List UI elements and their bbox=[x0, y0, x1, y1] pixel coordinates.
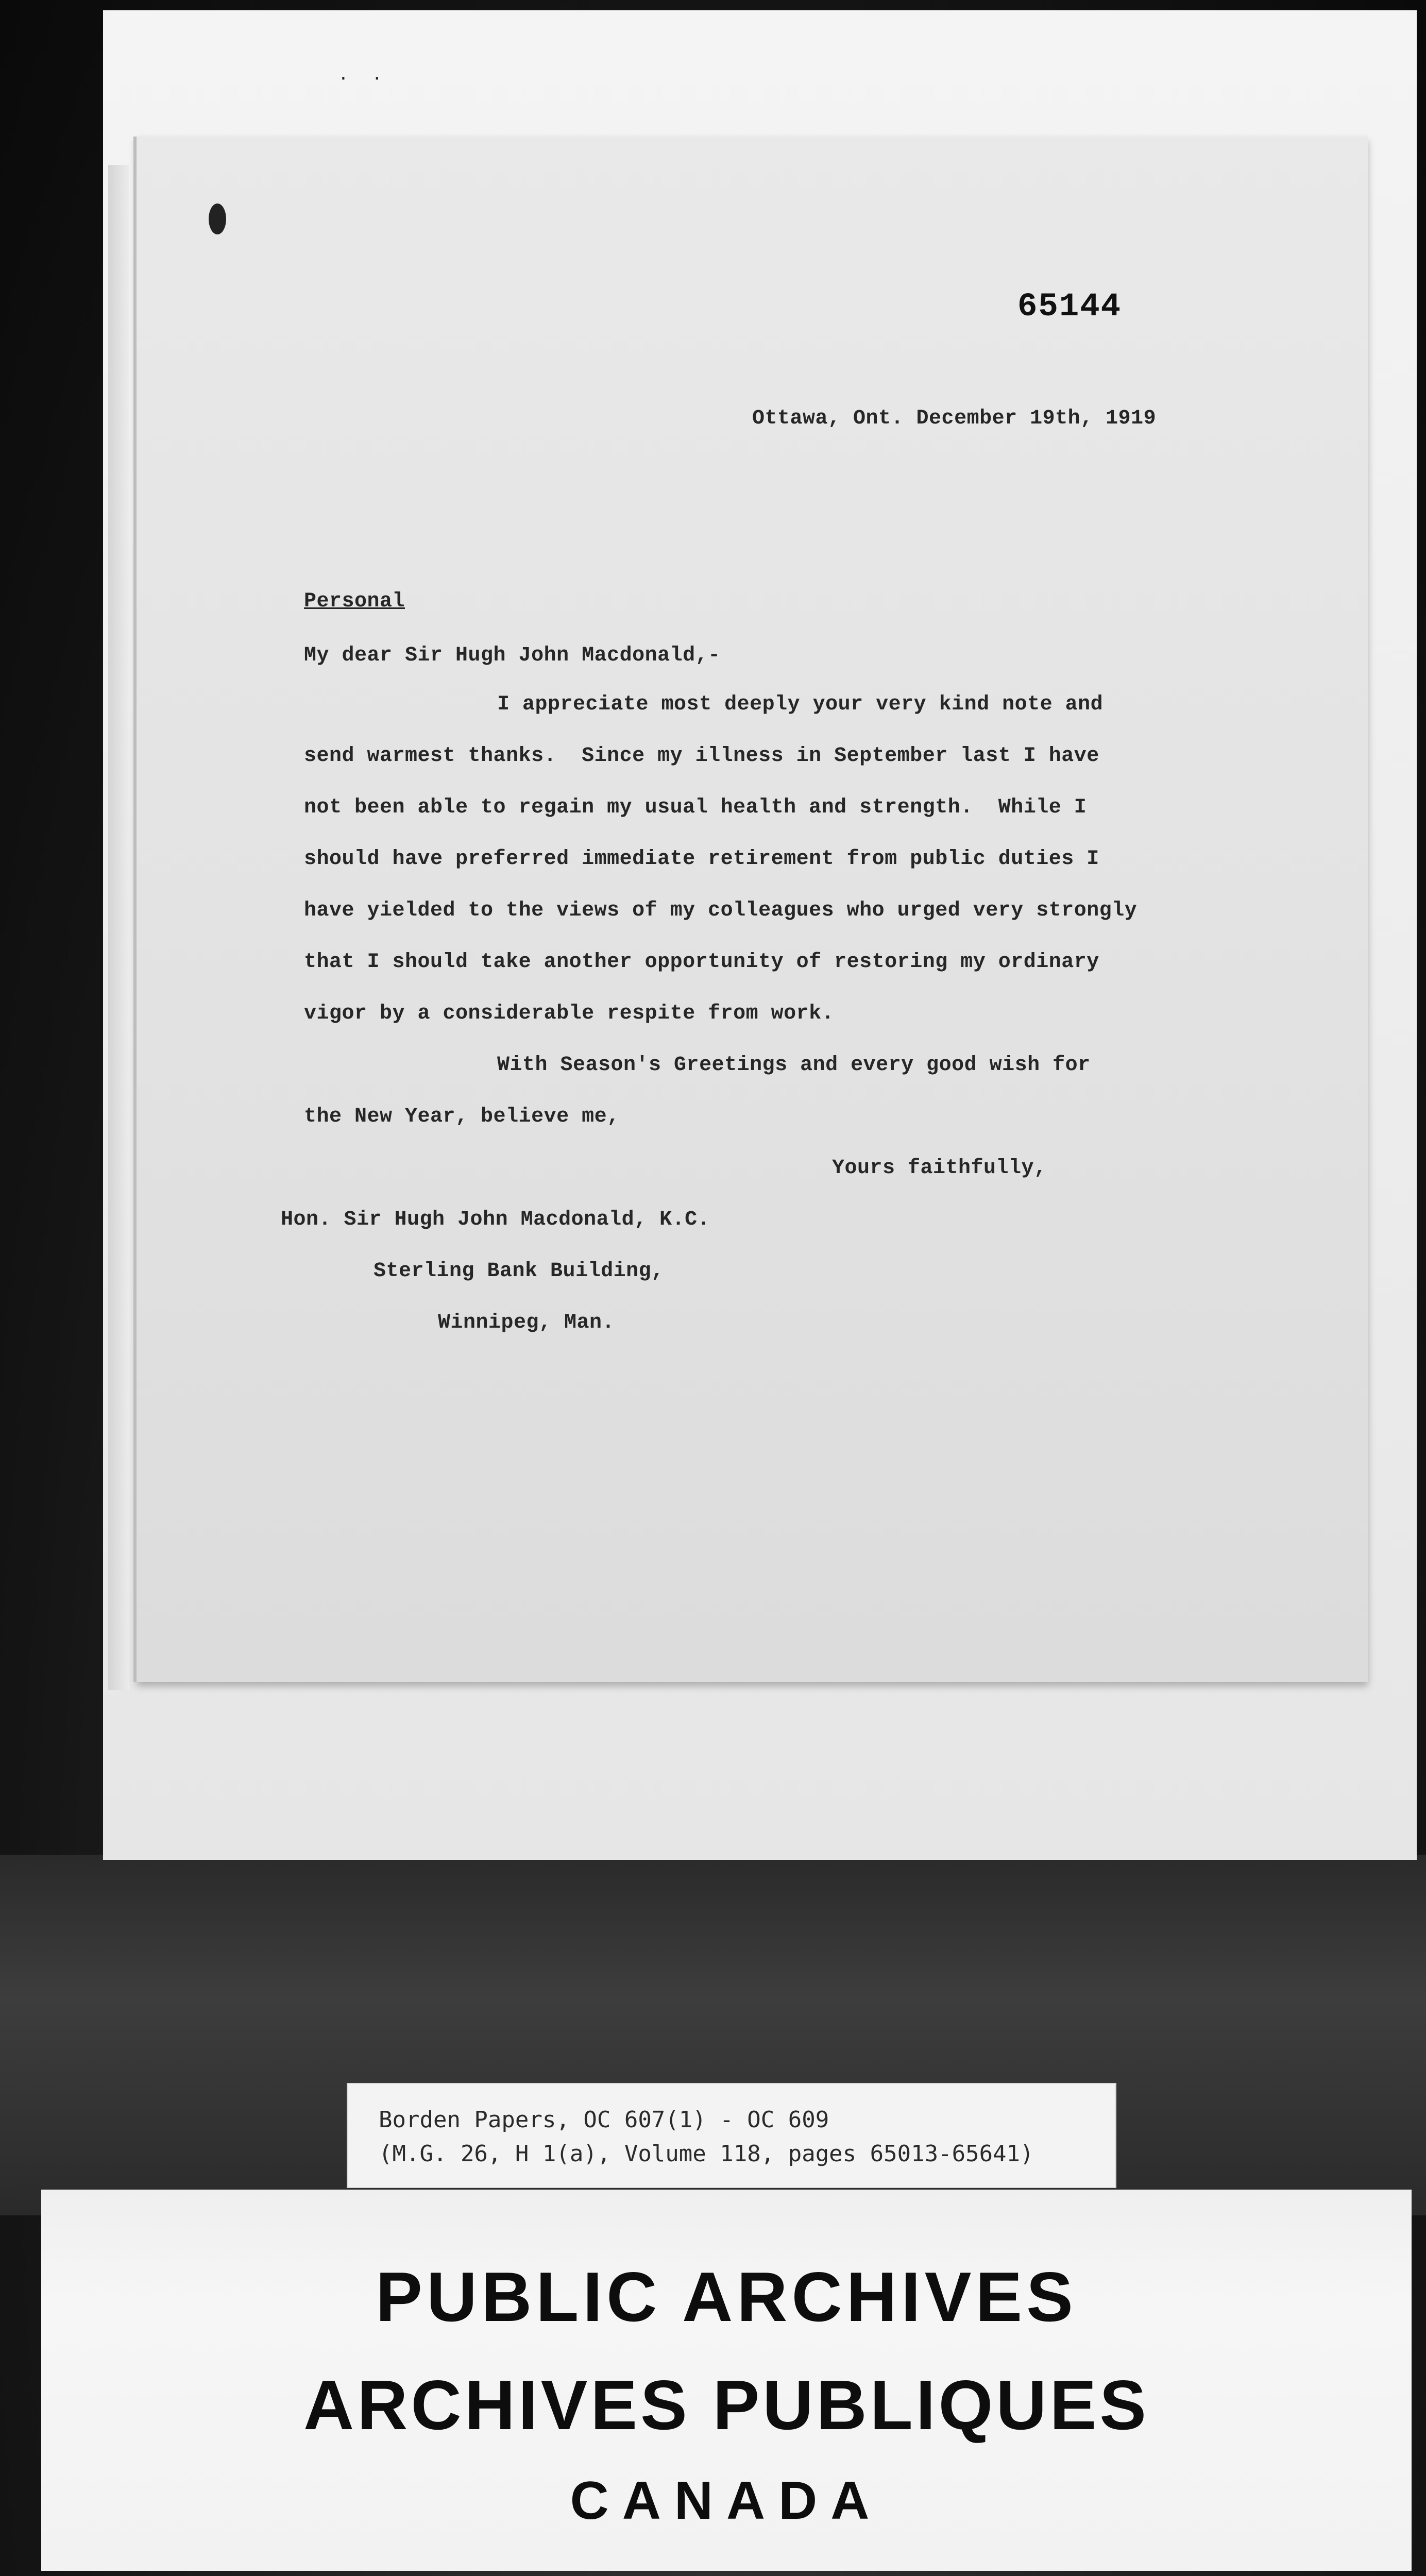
salutation: My dear Sir Hugh John Macdonald,- bbox=[304, 644, 721, 667]
reference-line-1: Borden Papers, OC 607(1) - OC 609 bbox=[379, 2107, 829, 2133]
dateline: Ottawa, Ont. December 19th, 1919 bbox=[752, 407, 1157, 430]
body-line: vigor by a considerable respite from work. bbox=[304, 1002, 835, 1025]
reference-line-2: (M.G. 26, H 1(a), Volume 118, pages 65013-65641) bbox=[379, 2141, 1034, 2167]
body-line: send warmest thanks. Since my illness in September last I have bbox=[304, 744, 1099, 768]
archives-stamp-french: ARCHIVES PUBLIQUES bbox=[303, 2366, 1149, 2444]
sheet-edge bbox=[108, 165, 129, 1690]
address-line: Hon. Sir Hugh John Macdonald, K.C. bbox=[281, 1208, 710, 1231]
archives-stamp-country: CANADA bbox=[570, 2471, 883, 2531]
personal-marking: Personal bbox=[304, 590, 405, 613]
reference-label bbox=[348, 2084, 1115, 2187]
body-line: have yielded to the views of my colleagues who urged very strongly bbox=[304, 899, 1138, 922]
body-line: that I should take another opportunity of restoring my ordinary bbox=[304, 951, 1099, 974]
archives-stamp-english: PUBLIC ARCHIVES bbox=[376, 2258, 1077, 2336]
body-line: should have preferred immediate retirement from public duties I bbox=[304, 848, 1099, 871]
body-line: the New Year, believe me, bbox=[304, 1105, 620, 1128]
archives-stamp-card bbox=[41, 2190, 1412, 2571]
punch-hole bbox=[209, 204, 226, 234]
address-line: Winnipeg, Man. bbox=[438, 1311, 615, 1334]
address-line: Sterling Bank Building, bbox=[374, 1260, 664, 1283]
mount-marks: · · bbox=[340, 67, 391, 91]
document-number: 65144 bbox=[1017, 289, 1122, 326]
closing: Yours faithfully, bbox=[832, 1157, 1047, 1180]
body-line: I appreciate most deeply your very kind note and bbox=[497, 693, 1104, 716]
body-line: With Season's Greetings and every good wish for bbox=[497, 1054, 1091, 1077]
body-line: not been able to regain my usual health and strength. While I bbox=[304, 796, 1087, 819]
